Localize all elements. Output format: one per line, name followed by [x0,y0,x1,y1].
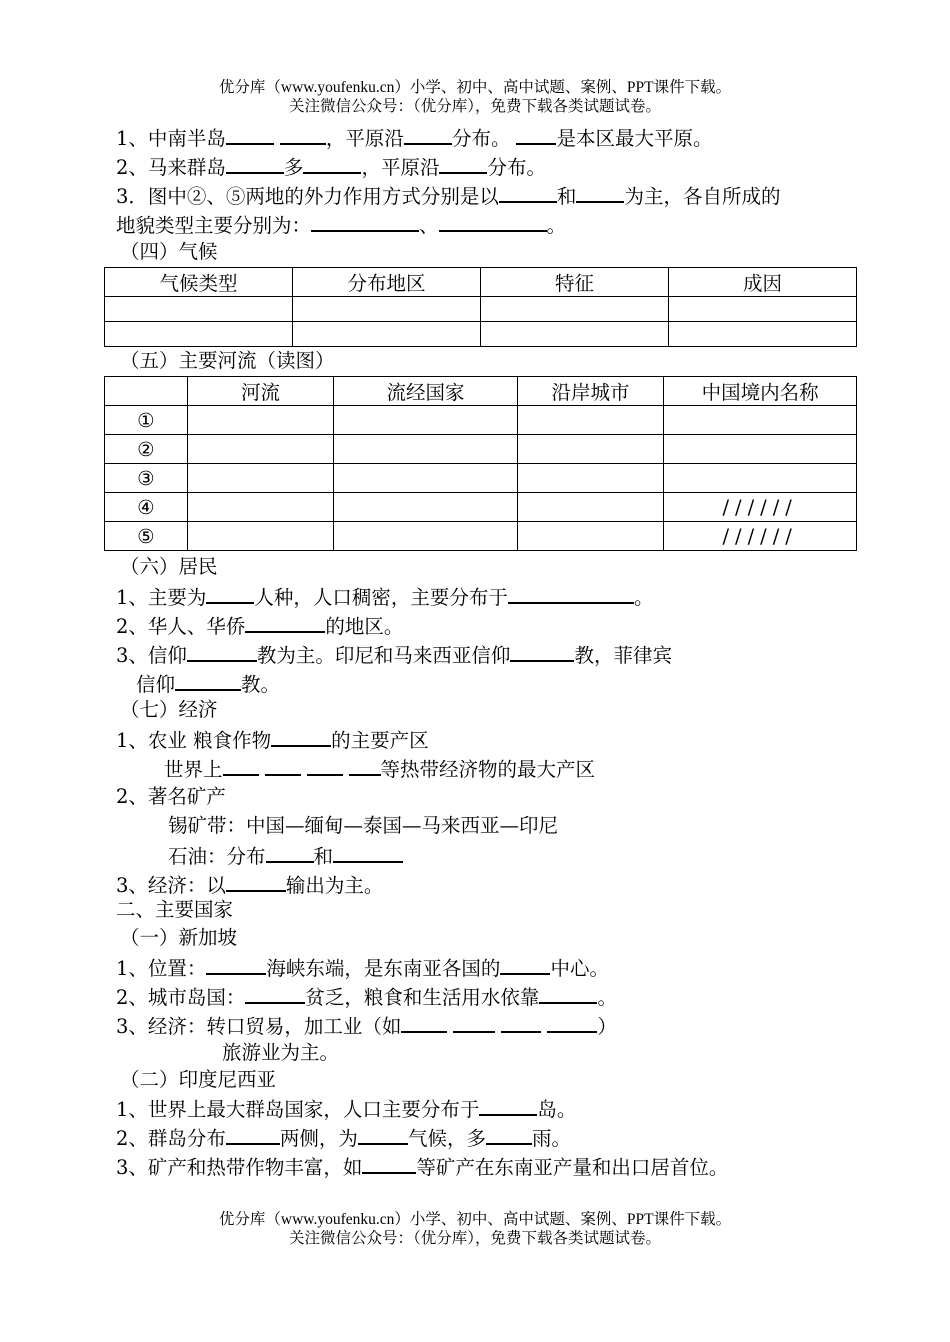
economy-q1-cont [164,754,595,784]
footer-line-1: 优分库（www.youfenku.cn）小学、初中、高中试题、案例、PPT课件下载。 [218,1211,732,1228]
blank [226,152,284,174]
column-header: 河流 [187,377,334,406]
blank [401,1011,447,1033]
text: 地貌类型主要分别为： [116,214,312,237]
text: 中心。 [550,957,609,980]
blank [303,152,361,174]
table-cell [664,435,857,464]
table-cell [334,464,517,493]
economy-title: （七）经济 [120,698,218,721]
singapore-q3 [116,1011,617,1041]
table-row [105,322,857,347]
terrain-q1 [116,123,712,153]
text: 教，菲律宾 [574,644,672,667]
table-cell [293,297,481,322]
blank [349,754,381,776]
blank [479,1094,537,1116]
blank [439,152,487,174]
table-cell [664,464,857,493]
economy-q1 [116,725,429,755]
text: 2、群岛分布 [116,1127,226,1150]
row-label: ③ [105,464,188,493]
text: 。 [597,986,617,1009]
footer-line-2: 关注微信公众号：（优分库），免费下载各类试题试卷。 [288,1230,661,1247]
table-header-row [105,268,857,297]
header-line-1: 优分库（www.youfenku.cn）小学、初中、高中试题、案例、PPT课件下载。 [218,79,732,96]
table-cell [517,435,664,464]
text: 贫乏，粮食和生活用水依靠 [305,986,540,1009]
residents-q3-cont [136,669,280,699]
column-header: 中国境内名称 [664,377,857,406]
table-cell [334,406,517,435]
table-cell [334,493,517,522]
blank [311,210,419,232]
text: 石油：分布 [168,845,266,868]
table-cell [187,406,334,435]
economy-tin: 锡矿带：中国—缅甸—泰国—马来西亚—印尼 [168,814,559,837]
column-header: 气候类型 [105,268,293,297]
text: 等热带经济物的最大产区 [380,758,596,781]
text: 世界上 [164,758,223,781]
text: 3、矿产和热带作物丰富，如 [116,1156,363,1179]
table-cell [105,322,293,347]
text: 3、经济：转口贸易，加工业（如 [116,1015,402,1038]
table-cell [669,322,857,347]
table-cell [187,522,334,551]
residents-title: （六）居民 [120,555,218,578]
text: 教。 [241,673,281,696]
text: 3．图中②、⑤两地的外力作用方式分别是以 [116,185,499,208]
blank [499,181,557,203]
indonesia-title: （二）印度尼西亚 [120,1068,277,1091]
table-cell [664,406,857,435]
table-cell [669,297,857,322]
column-header [105,377,188,406]
text: 多 [283,156,304,179]
blank [501,1011,541,1033]
text: 1、位置： [116,957,207,980]
blank [175,669,241,691]
text: 3、信仰 [116,644,187,667]
blank [439,210,547,232]
table-row [105,297,857,322]
header-line-2: 关注微信公众号：（优分库），免费下载各类试题试卷。 [288,98,661,115]
table-cell [293,322,481,347]
residents-q3 [116,640,672,670]
table-row [105,435,857,464]
climate-title: （四）气候 [120,240,218,263]
table-cell [334,522,517,551]
text: 。 [633,586,654,609]
indonesia-q3 [116,1152,728,1182]
blank [539,982,597,1004]
text: 1、农业 粮食作物 [116,729,272,752]
blank [271,725,331,747]
blank [576,181,624,203]
indonesia-q1 [116,1094,576,1124]
table-cell [187,435,334,464]
economy-q2: 2、著名矿产 [116,785,226,808]
blank [226,1123,280,1145]
table-row [105,522,857,551]
blank [500,953,550,975]
table-header-row [105,377,857,406]
blank [245,982,305,1004]
row-label: ⑤ [105,522,188,551]
text: 2、马来群岛 [116,156,226,179]
blank [510,640,574,662]
climate-table [104,267,857,347]
row-label: ① [105,406,188,435]
text: 等矿产在东南亚产量和出口居首位。 [416,1156,729,1179]
singapore-q2 [116,982,617,1012]
terrain-q2 [116,152,546,182]
text: 教为主。印尼和马来西亚信仰 [256,644,511,667]
blank [187,640,257,662]
blank [508,582,634,604]
text: 3、经济：以 [116,874,226,897]
table-row [105,464,857,493]
text: 1、中南半岛 [116,127,226,150]
blank [404,123,452,145]
text: 雨。 [531,1127,571,1150]
table-cell [517,493,664,522]
singapore-q1 [116,953,609,983]
column-header: 流经国家 [334,377,517,406]
slash-cell: ////// [664,522,857,551]
blank [266,841,314,863]
blank [223,754,259,776]
text: 1、主要为 [116,586,207,609]
column-header: 沿岸城市 [517,377,664,406]
singapore-title: （一）新加坡 [120,926,238,949]
text: 、 [419,214,439,237]
indonesia-q2 [116,1123,571,1153]
rivers-table [104,376,857,551]
table-row [105,493,857,522]
blank [516,123,556,145]
blank [362,1152,416,1174]
blank [333,841,403,863]
text: 的主要产区 [331,729,429,752]
blank [226,870,286,892]
text: 分布。 [451,127,511,150]
table-cell [187,464,334,493]
text: 1、世界上最大群岛国家，人口主要分布于 [116,1098,480,1121]
text: 海峡东端，是东南亚各国的 [266,957,501,980]
text: 输出为主。 [285,874,384,897]
text: 为主，各自所成的 [624,185,781,208]
column-header: 特征 [481,268,669,297]
column-header: 成因 [669,268,857,297]
table-cell [105,297,293,322]
blank [486,1123,532,1145]
table-cell [187,493,334,522]
blank [226,123,274,145]
text: 是本区最大平原。 [556,127,713,150]
economy-oil [168,841,403,871]
blank [547,1011,597,1033]
text: 2、城市岛国： [116,986,246,1009]
blank [245,611,325,633]
blank [280,123,326,145]
table-cell [334,435,517,464]
text: ，平原沿 [325,127,404,150]
text: 人种，人口稠密，主要分布于 [254,586,508,609]
blank [265,754,301,776]
residents-q2 [116,611,403,641]
text: 2、华人、华侨 [116,615,246,638]
text: 。 [546,214,567,237]
table-cell [517,464,664,493]
table-cell [517,406,664,435]
blank [206,953,266,975]
terrain-q3-cont [116,210,566,240]
text: 岛。 [537,1098,577,1121]
blank [307,754,343,776]
blank [358,1123,408,1145]
rivers-title: （五）主要河流（读图） [120,349,335,372]
blank [206,582,254,604]
terrain-q3 [116,181,780,211]
table-row [105,406,857,435]
column-header: 分布地区 [293,268,481,297]
text: ） [597,1015,617,1038]
text: 和 [313,845,334,868]
text: 气候，多 [407,1127,486,1150]
countries-title: 二、主要国家 [116,898,234,921]
text: 和 [556,185,577,208]
singapore-q3-cont: 旅游业为主。 [222,1041,340,1064]
row-label: ④ [105,493,188,522]
slash-cell: ////// [664,493,857,522]
row-label: ② [105,435,188,464]
text: 信仰 [136,673,176,696]
table-cell [517,522,664,551]
table-cell [481,322,669,347]
table-cell [481,297,669,322]
text: 两侧，为 [279,1127,358,1150]
residents-q1 [116,582,653,612]
text: 的地区。 [325,615,404,638]
text: 分布。 [487,156,546,179]
text: ，平原沿 [361,156,440,179]
blank [453,1011,495,1033]
